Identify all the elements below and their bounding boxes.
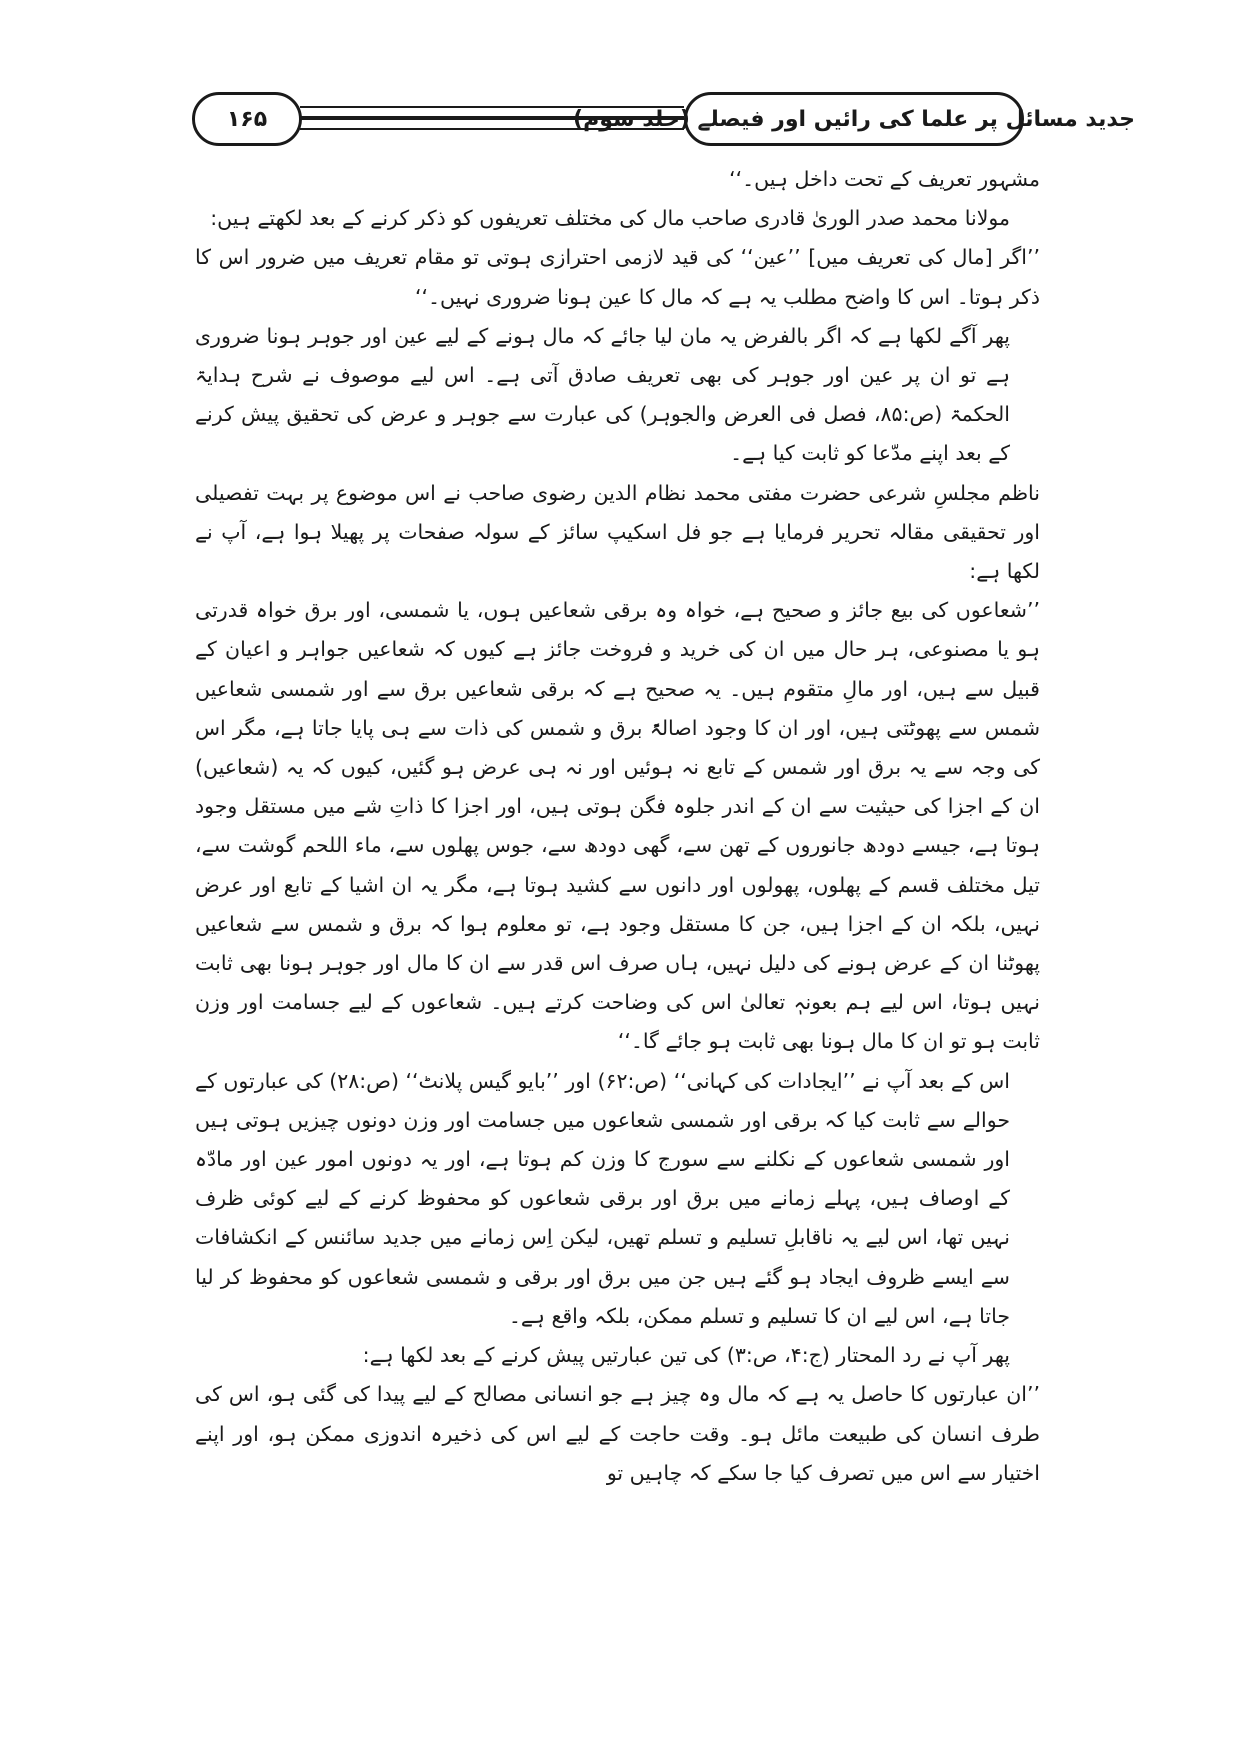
paragraph: مولانا محمد صدر الوریٰ قادری صاحب مال کی مختلف تعریفوں کو ذکر کرنے کے بعد لکھتے ہیں: xyxy=(210,206,1010,231)
page-number-text: ۱۶۵ xyxy=(226,106,268,132)
quote-paragraph: ’’اگر [مال کی تعریف میں] ’’عین‘‘ کی قید لازمی احترازی ہوتی تو مقام تعریف میں ضرور اس کا ذکر ہوتا۔ اس کا واضح مطلب یہ ہے کہ مال کا عین ہونا ضروری نہیں۔‘‘ xyxy=(195,245,1040,309)
quote-paragraph: ’’شعاعوں کی بیع جائز و صحیح ہے، خواہ وہ برقی شعاعیں ہوں، یا شمسی، اور برق خواہ قدرتی ہو یا مصنوعی، ہر حال میں ان کی خرید و فروخت جائز ہے کیوں کہ شعاعیں جواہر و اعیان کے قبیل سے ہیں، اور مالِ متقوم ہیں۔ یہ صحیح ہے کہ برقی شعاعیں برق سے اور شمسی شعاعیں شمس سے پھوٹتی ہیں، اور ان کا وجود اصالۃً برق و شمس کی ذات سے ہی پایا جاتا ہے، مگر اس کی وجہ سے یہ برق اور شمس کے تابع نہ ہوئیں اور نہ ہی عرض ہو گئیں، کیوں کہ یہ (شعاعیں) ان کے اجزا کی حیثیت سے ان کے اندر جلوہ فگن ہوتی ہیں، اور اجزا کا ذاتِ شے میں مستقل وجود ہوتا ہے، جیسے دودھ جانوروں کے تھن سے، گھی دودھ سے، جوس پھلوں سے، ماء اللحم گوشت سے، تیل مختلف قسم کے پھلوں، پھولوں اور دانوں سے کشید ہوتا ہے، مگر یہ ان اشیا کے تابع اور عرض نہیں، بلکہ ان کے اجزا ہیں، جن کا مستقل وجود ہے، تو معلوم ہوا کہ برق و شمس سے شعاعیں پھوٹنا ان کے عرض ہونے کی دلیل نہیں، ہاں صرف اس قدر سے ان کا مال اور جوہر ہونا بھی ثابت نہیں ہوتا، اس لیے ہم بعونہٖ تعالیٰ اس کی وضاحت کرتے ہیں۔ شعاعوں کے لیے جسامت اور وزن ثابت ہو تو ان کا مال ہونا بھی ثابت ہو جائے گا۔‘‘ xyxy=(195,598,1040,1054)
book-title-text: جدید مسائل پر علما کی رائیں اور فیصلے (جلد سوم) xyxy=(573,106,1135,132)
paragraph: اس کے بعد آپ نے ’’ایجادات کی کہانی‘‘ (ص:۶۲) اور ’’بایو گیس پلانٹ‘‘ (ص:۲۸) کی عبارتوں کے حوالے سے ثابت کیا کہ برقی اور شمسی شعاعوں میں جسامت اور وزن دونوں چیزیں ہوتی ہیں اور شمسی شعاعوں کے نکلنے سے سورج کا وزن کم ہوتا ہے، اور یہ دونوں امور عین اور مادّہ کے اوصاف ہیں، پہلے زمانے میں برق اور برقی شعاعوں کو محفوظ کرنے کے لیے کوئی ظرف نہیں تھا، اس لیے یہ ناقابلِ تسلیم و تسلم تھیں، لیکن اِس زمانے میں جدید سائنس کے انکشافات سے ایسے ظروف ایجاد ہو گئے ہیں جن میں برق اور برقی و شمسی شعاعوں کو محفوظ کر لیا جاتا ہے، اس لیے ان کا تسلیم و تسلم ممکن، بلکہ واقع ہے۔ xyxy=(195,1068,1010,1328)
paragraph: مشہور تعریف کے تحت داخل ہیں۔‘‘ xyxy=(729,167,1040,191)
book-title xyxy=(573,92,1135,146)
body-text xyxy=(195,160,1040,1493)
quote-paragraph: ’’ان عبارتوں کا حاصل یہ ہے کہ مال وہ چیز ہے جو انسانی مصالح کے لیے پیدا کی گئی ہو، اس کی طرف انسان کی طبیعت مائل ہو۔ وقت حاجت کے لیے اس کی ذخیرہ اندوزی ممکن ہو، اور اپنے اختیار سے اس میں تصرف کیا جا سکے کہ چاہیں تو xyxy=(195,1382,1040,1485)
page-number xyxy=(192,92,302,146)
paragraph: پھر آگے لکھا ہے کہ اگر بالفرض یہ مان لیا جائے کہ مال ہونے کے لیے عین اور جوہر ہونا ضروری ہے تو ان پر عین اور جوہر کی بھی تعریف صادق آتی ہے۔ اس لیے موصوف نے شرح ہدایۃ الحکمۃ (ص:۸۵، فصل فی العرض والجوہر) کی عبارت سے جوہر و عرض کی تحقیق پیش کرنے کے بعد اپنے مدّعا کو ثابت کیا ہے۔ xyxy=(195,323,1010,466)
paragraph: ناظم مجلسِ شرعی حضرت مفتی محمد نظام الدین رضوی صاحب نے اس موضوع پر بہت تفصیلی اور تحقیقی مقالہ تحریر فرمایا ہے جو فل اسکیپ سائز کے سولہ صفحات پر پھیلا ہوا ہے، آپ نے لکھا ہے: xyxy=(195,480,1040,584)
paragraph: پھر آپ نے رد المحتار (ج:۴، ص:۳) کی تین عبارتیں پیش کرنے کے بعد لکھا ہے: xyxy=(362,1343,1010,1368)
